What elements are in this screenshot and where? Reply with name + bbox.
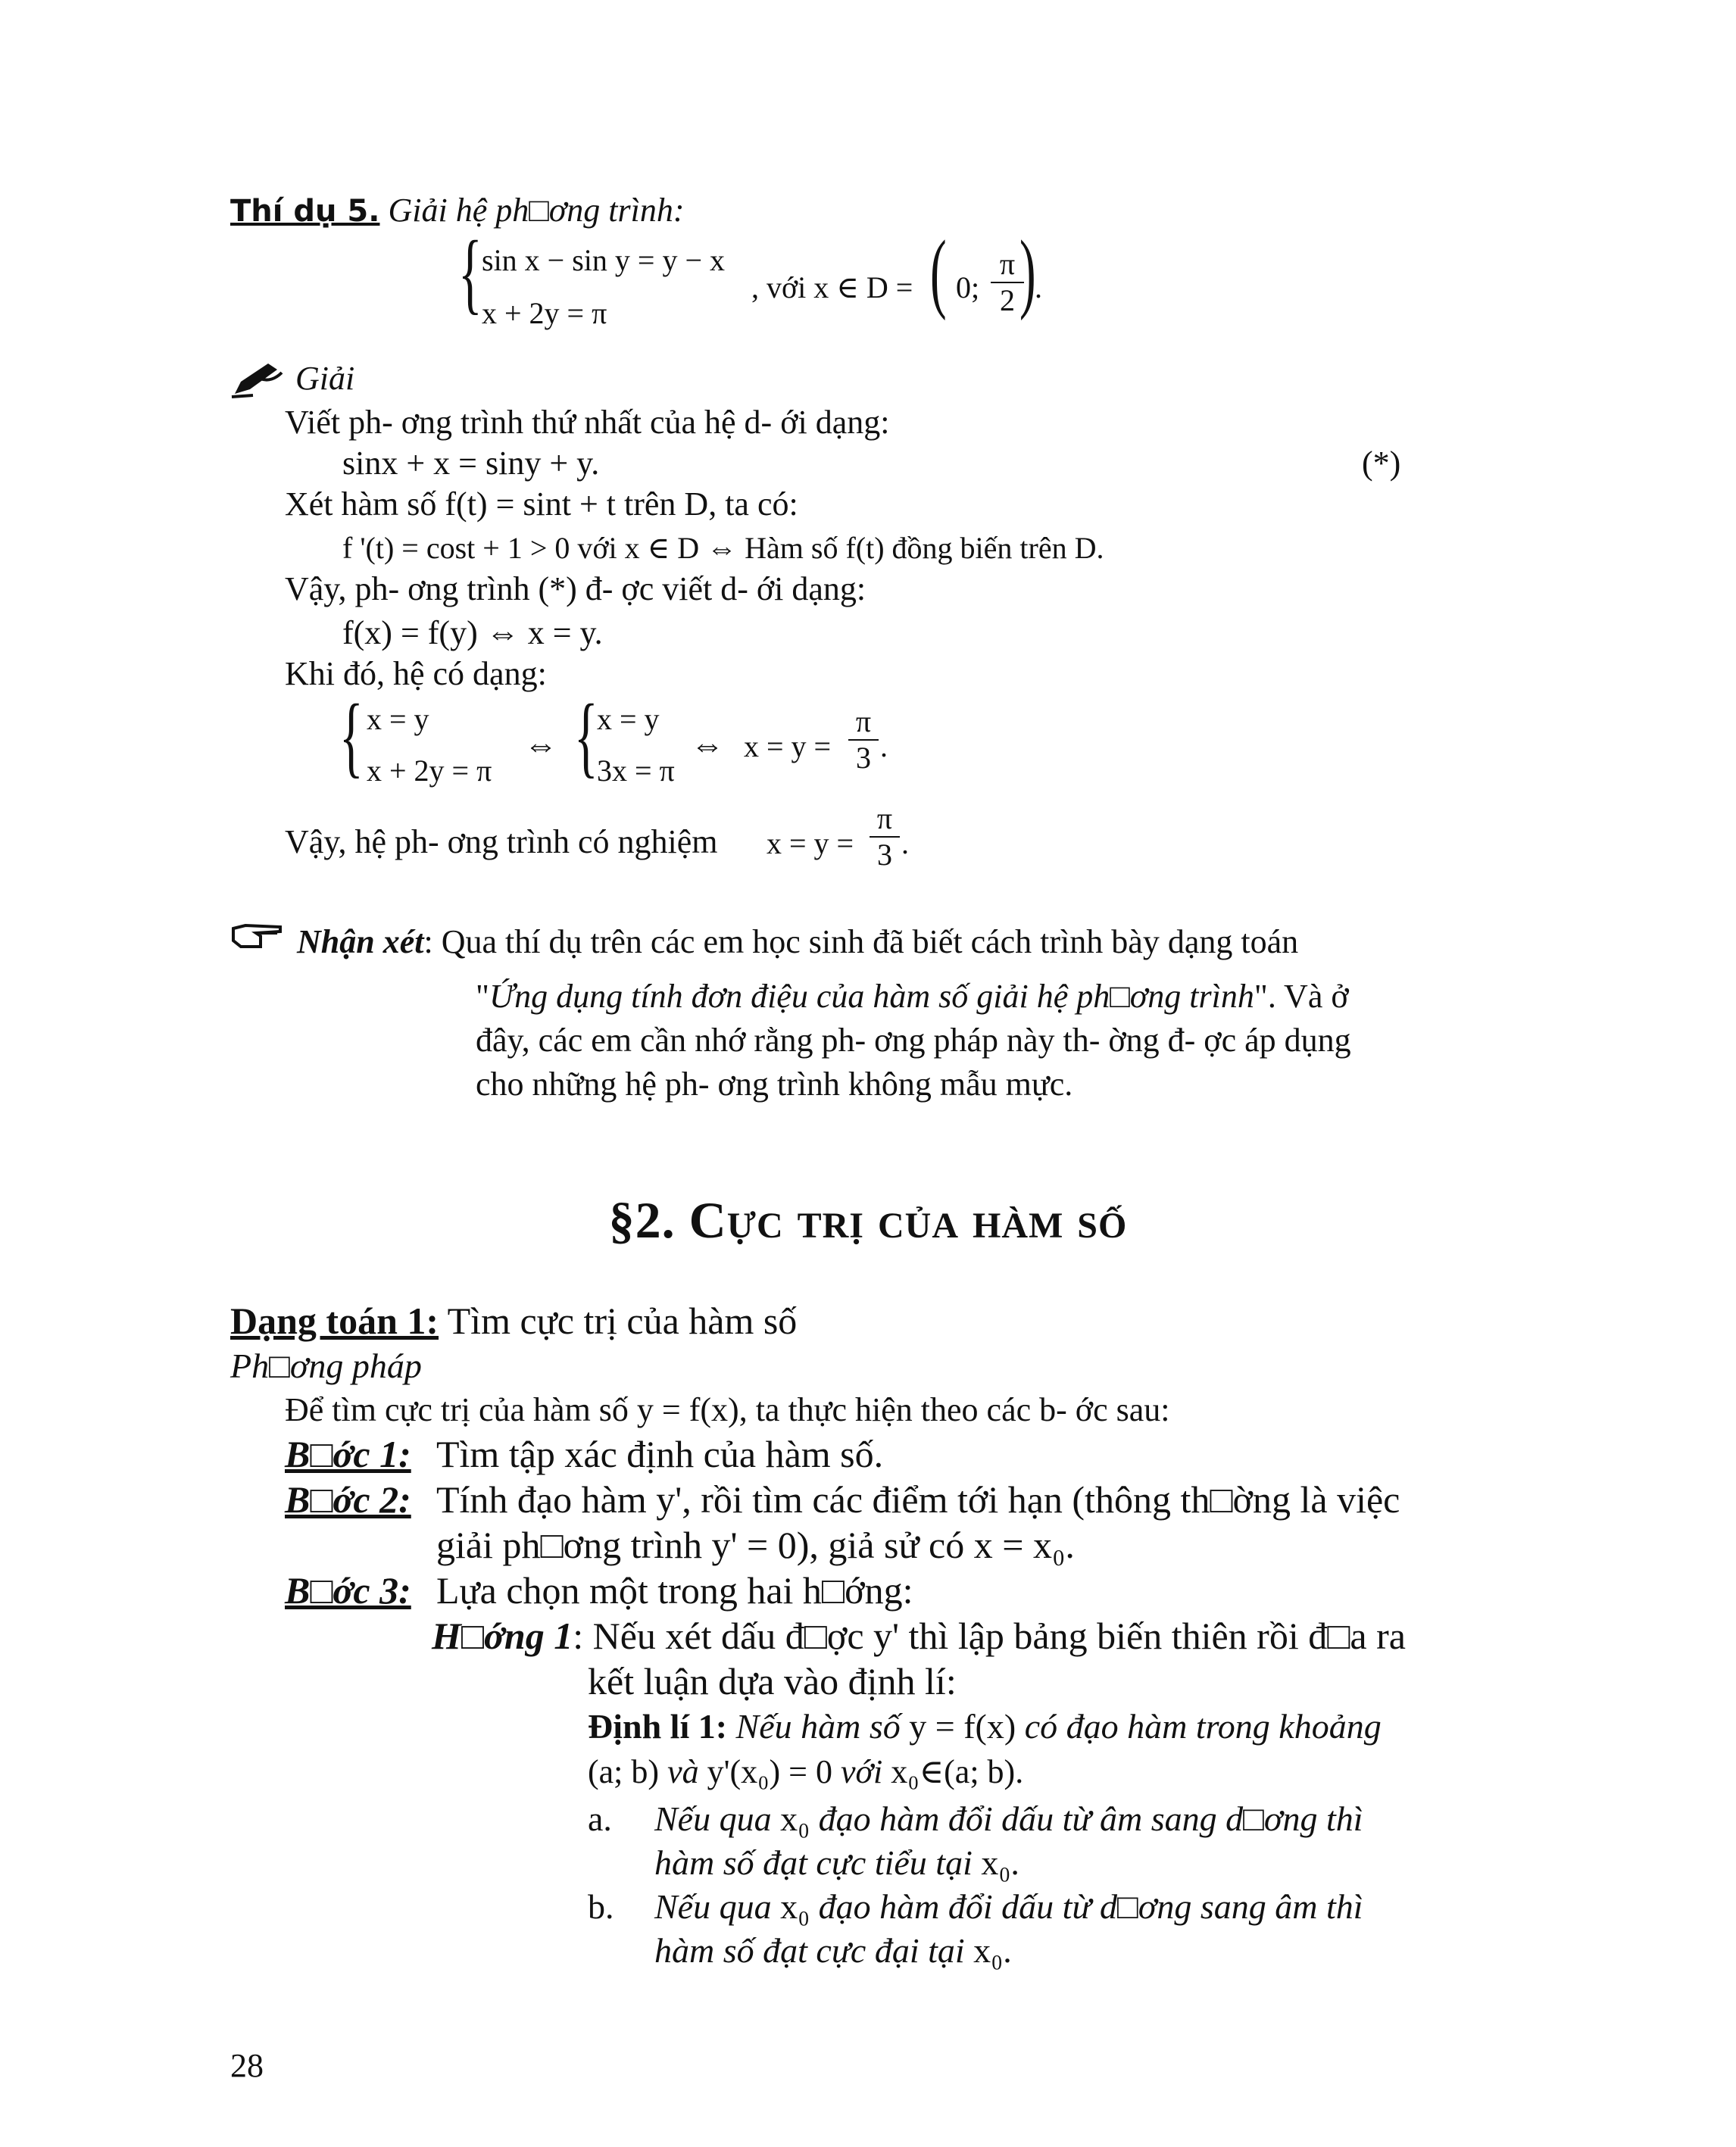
conclusion-prefix: x = y = [767, 826, 854, 860]
section-title: §2. Cực trị của hàm số [608, 1191, 1128, 1249]
theorem-b4: với [840, 1753, 883, 1790]
result-dot: . [880, 729, 888, 763]
item-a-line2 [654, 1842, 1019, 1884]
dangtoan-label: Dạng toán 1: [230, 1300, 439, 1342]
theorem-a3: có đạo hàm trong khoảng [1024, 1707, 1382, 1746]
system-eq1: sin x − sin y = y − x [482, 243, 726, 277]
direction1-text-a: : Nếu xét dấu đ□ợc y' thì lập bảng biến thiên rồi đ□a ra [573, 1615, 1406, 1657]
system2-brace: { [574, 685, 598, 786]
domain-prefix: , với x ∈ D = [751, 270, 913, 304]
theorem-b5: x₀∈(a; b). [891, 1753, 1024, 1790]
step3-text: Lựa chọn một trong hai h□ớng: [436, 1569, 913, 1612]
example-header [230, 189, 685, 232]
system1-brace: { [339, 685, 364, 786]
remark-quote-close: ". Và ở [1254, 978, 1349, 1015]
conclusion-dot: . [901, 826, 909, 860]
solution-line6: f(x) = f(y) ⇔ x = y. [342, 614, 603, 651]
step2-text-b: giải ph□ơng trình y' = 0), giả sử có x = x₀. [436, 1524, 1075, 1566]
item-a-l1-2: x₀ [780, 1799, 810, 1838]
conclusion-den: 3 [877, 838, 892, 872]
remark-label: Nhận xét [297, 923, 424, 960]
method-label: Ph□ơng pháp [230, 1347, 422, 1385]
theorem-a1: Nếu hàm số [735, 1707, 901, 1746]
theorem-line-b [588, 1751, 1023, 1793]
item-b-l1-2: x₀ [780, 1887, 810, 1926]
item-b-label: b. [588, 1887, 614, 1926]
system2-eq2: 3x = π [597, 754, 675, 788]
result-prefix: x = y = [744, 729, 832, 763]
solution-line4: f '(t) = cost + 1 > 0 với x ∈ D ⇔ Hàm số f(t) đồng biến trên D. [342, 531, 1104, 565]
system-eq2: x + 2y = π [482, 296, 607, 330]
domain-close: . [1035, 270, 1042, 304]
theorem-b1: (a; b) [588, 1753, 660, 1790]
item-a-label: a. [588, 1799, 612, 1838]
remark-line4: cho những hệ ph- ơng trình không mẫu mực. [476, 1066, 1073, 1103]
result-den: 3 [856, 741, 871, 775]
remark-text1: : Qua thí dụ trên các em học sinh đã biết cách trình bày dạng toán [423, 923, 1299, 960]
example-label: Thí dụ 5. [230, 194, 380, 229]
item-b-line2 [654, 1930, 1012, 1972]
page-number: 28 [230, 2047, 264, 2084]
domain-num: π [991, 247, 1024, 283]
step3-label: B□ớc 3: [285, 1569, 411, 1612]
item-a-line1 [654, 1798, 1363, 1840]
solution-line1: Viết ph- ơng trình thứ nhất của hệ d- ới dạng: [285, 404, 890, 441]
equiv-1: ⇔ [524, 726, 557, 763]
item-a-l2-1: hàm số đạt cực tiểu tại [654, 1843, 973, 1882]
method-intro: Để tìm cực trị của hàm số y = f(x), ta thực hiện theo các b- ớc sau: [285, 1391, 1170, 1428]
equiv-2: ⇔ [691, 726, 724, 763]
item-b-l1-1: Nếu qua [654, 1887, 772, 1926]
remark-line1 [297, 921, 1469, 963]
remark-italic: Ứng dụng tính đơn điệu của hàm số giải hệ ph□ơng trình [489, 978, 1254, 1015]
direction1-label: H□ớng 1 [432, 1615, 573, 1657]
item-a-l1-3: đạo hàm đổi dấu từ âm sang d□ơng thì [818, 1799, 1363, 1838]
item-b-l1-3: đạo hàm đổi dấu từ d□ơng sang âm thì [818, 1887, 1363, 1926]
item-b-l2-2: x₀. [973, 1931, 1012, 1970]
theorem-b3: y'(x₀) = 0 [707, 1753, 832, 1790]
domain-den: 2 [1000, 283, 1015, 317]
system1-eq2: x + 2y = π [367, 754, 492, 788]
conclusion-text: Vậy, hệ ph- ơng trình có nghiệm [285, 823, 718, 860]
remark-line2 [476, 975, 1349, 1018]
solution-line5: Vậy, ph- ơng trình (*) đ- ợc viết d- ới dạng: [285, 570, 866, 607]
paren-open: ( [930, 222, 947, 321]
theorem-label: Định lí 1: [588, 1707, 728, 1746]
solution-line2: sinx + x = siny + y. [342, 445, 600, 482]
result-num: π [848, 704, 879, 741]
conclusion-fraction [870, 801, 900, 872]
system1-eq1: x = y [367, 702, 429, 736]
remark-line3: đây, các em cần nhớ rằng ph- ơng pháp này th- ờng đ- ợc áp dụng [476, 1022, 1351, 1059]
example-prompt: Giải hệ ph□ơng trình: [388, 192, 685, 229]
dangtoan-title: Tìm cực trị của hàm số [447, 1300, 798, 1342]
remark-quote-open: " [476, 978, 489, 1015]
system-brace: { [458, 222, 482, 323]
step2-text-a: Tính đạo hàm y', rồi tìm các điểm tới hạn (thông th□ờng là việc [436, 1478, 1400, 1521]
step2-label: B□ớc 2: [285, 1478, 411, 1521]
item-b-l2-1: hàm số đạt cực đại tại [654, 1931, 965, 1970]
direction1-line-a [432, 1615, 1406, 1657]
theorem-line-a [588, 1705, 1382, 1748]
dangtoan-heading [230, 1300, 797, 1342]
pointing-hand-icon [230, 921, 283, 951]
solution-line7: Khi đó, hệ có dạng: [285, 655, 547, 692]
solution-title: Giải [295, 360, 355, 397]
direction1-text-b: kết luận dựa vào định lí: [588, 1660, 957, 1702]
system2-eq1: x = y [597, 702, 660, 736]
pencil-icon [230, 359, 285, 398]
item-a-l1-1: Nếu qua [654, 1799, 772, 1838]
paren-close: ) [1019, 222, 1036, 321]
result-fraction [848, 704, 879, 775]
theorem-a2: y = f(x) [909, 1707, 1016, 1746]
item-b-line1 [654, 1886, 1363, 1928]
domain-open: 0; [956, 270, 980, 304]
solution-line2-tag: (*) [1362, 445, 1401, 482]
item-a-l2-2: x₀. [981, 1843, 1019, 1882]
theorem-b2: và [667, 1753, 699, 1790]
step1-text: Tìm tập xác định của hàm số. [436, 1433, 884, 1475]
solution-line3: Xét hàm số f(t) = sint + t trên D, ta có: [285, 485, 798, 523]
step1-label: B□ớc 1: [285, 1433, 411, 1475]
conclusion-num: π [870, 801, 900, 838]
